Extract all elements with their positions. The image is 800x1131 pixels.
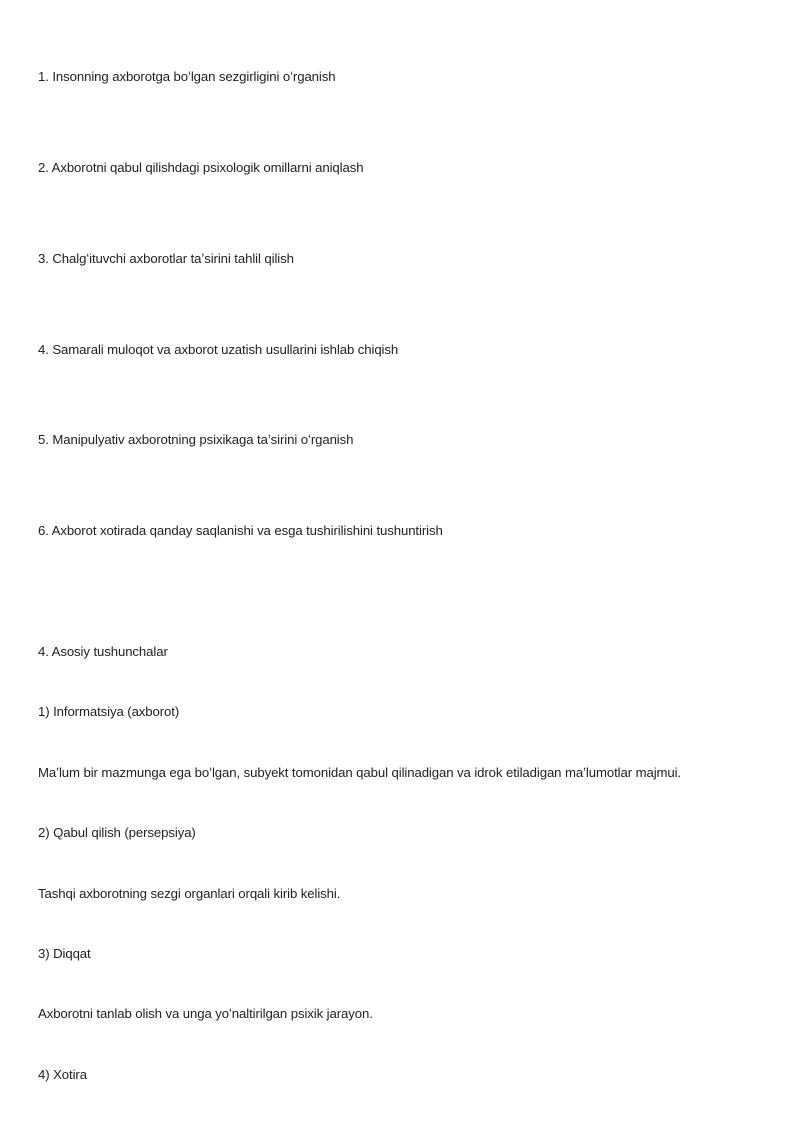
concept-term-4: 4) Xotira <box>38 1067 87 1082</box>
objective-6: 6. Axborot xotirada qanday saqlanishi va esga tushirilishini tushuntirish <box>38 523 443 538</box>
objective-3: 3. Chalgʻituvchi axborotlar taʼsirini tahlil qilish <box>38 251 294 266</box>
concept-definition-2: Tashqi axborotning sezgi organlari orqali kirib kelishi. <box>38 886 341 901</box>
section-heading: 4. Asosiy tushunchalar <box>38 644 168 659</box>
objective-4: 4. Samarali muloqot va axborot uzatish usullarini ishlab chiqish <box>38 342 399 357</box>
concept-term-2: 2) Qabul qilish (persepsiya) <box>38 825 196 840</box>
objective-1: 1. Insonning axborotga boʻlgan sezgirligini oʻrganish <box>38 69 336 84</box>
concept-term-1: 1) Informatsiya (axborot) <box>38 704 180 719</box>
concept-definition-3: Axborotni tanlab olish va unga yoʻnaltirilgan psixik jarayon. <box>38 1006 373 1021</box>
objective-2: 2. Axborotni qabul qilishdagi psixologik omillarni aniqlash <box>38 160 364 175</box>
objective-5: 5. Manipulyativ axborotning psixikaga taʼsirini oʻrganish <box>38 432 354 447</box>
concept-definition-1: Maʼlum bir mazmunga ega boʻlgan, subyekt tomonidan qabul qilinadigan va idrok etiladigan maʼlumotlar majmui. <box>38 765 682 780</box>
concept-term-3: 3) Diqqat <box>38 946 91 961</box>
